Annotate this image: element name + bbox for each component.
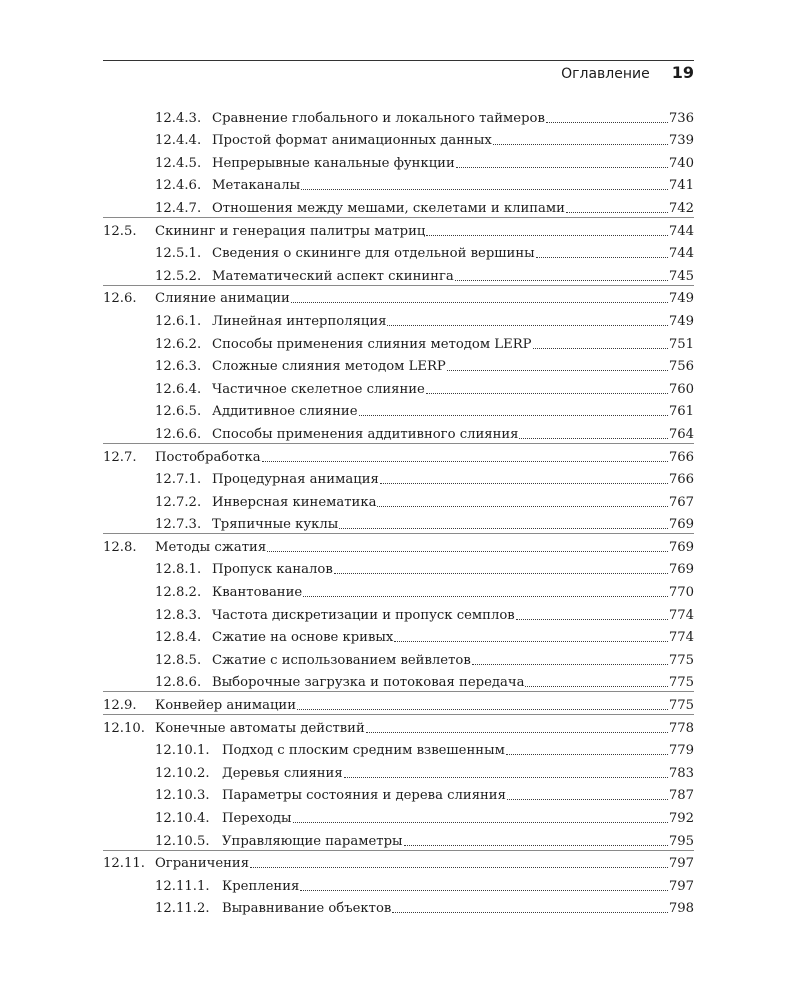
toc-entry-page: 797 bbox=[668, 878, 694, 894]
toc-entry-number: 12.7. bbox=[103, 449, 137, 465]
toc-entry-page: 739 bbox=[668, 133, 694, 149]
toc-entry-title: Подход с плоским средним взвешенным bbox=[222, 743, 505, 759]
toc-entry bbox=[103, 104, 694, 127]
dot-leader bbox=[339, 528, 668, 529]
toc-entry-title: Деревья слияния bbox=[222, 765, 343, 781]
toc-entry-number: 12.7.3. bbox=[155, 517, 202, 533]
toc-entry-number: 12.5.1. bbox=[155, 246, 202, 262]
toc-entry bbox=[103, 398, 694, 421]
toc-entry-title: Выравнивание объектов bbox=[222, 901, 392, 917]
dot-leader bbox=[516, 619, 668, 620]
dot-leader bbox=[303, 596, 668, 597]
dot-leader bbox=[334, 573, 668, 574]
toc-entry bbox=[103, 262, 694, 285]
toc-entry bbox=[103, 895, 694, 918]
toc-entry-number: 12.7.2. bbox=[155, 494, 202, 510]
dot-leader bbox=[546, 122, 668, 123]
toc-entry-title: Тряпичные куклы bbox=[212, 517, 339, 533]
toc-entry-page: 736 bbox=[668, 110, 694, 126]
dot-leader bbox=[344, 777, 668, 778]
toc-entry-title: Отношения между мешами, скелетами и клипами bbox=[212, 200, 565, 216]
toc-entry-title: Метаканалы bbox=[212, 178, 301, 194]
toc-entry-title: Сжатие с использованием вейвлетов bbox=[212, 652, 471, 668]
toc-entry-page: 751 bbox=[668, 336, 694, 352]
toc-entry bbox=[103, 556, 694, 579]
toc-entry-number: 12.8.5. bbox=[155, 652, 202, 668]
toc-entry-page: 764 bbox=[668, 426, 694, 442]
toc-entry-number: 12.6.4. bbox=[155, 381, 202, 397]
dot-leader bbox=[472, 664, 668, 665]
toc-entry bbox=[103, 669, 694, 692]
dot-leader bbox=[301, 189, 668, 190]
toc-entry bbox=[103, 217, 694, 240]
dot-leader bbox=[506, 754, 668, 755]
toc-entry-title: Математический аспект скининга bbox=[212, 268, 454, 284]
toc-entry bbox=[103, 330, 694, 353]
toc-entry-number: 12.8.4. bbox=[155, 630, 202, 646]
toc-entry-page: 766 bbox=[668, 472, 694, 488]
toc-entry-number: 12.9. bbox=[103, 698, 137, 714]
toc-entry-page: 744 bbox=[668, 246, 694, 262]
dot-leader bbox=[533, 348, 668, 349]
dot-leader bbox=[392, 912, 667, 913]
toc-entry-page: 770 bbox=[668, 585, 694, 601]
toc-entry-page: 779 bbox=[668, 743, 694, 759]
dot-leader bbox=[536, 257, 668, 258]
toc-entry-page: 783 bbox=[668, 765, 694, 781]
toc-entry-number: 12.11.1. bbox=[155, 878, 210, 894]
running-header bbox=[103, 63, 694, 82]
dot-leader bbox=[297, 709, 668, 710]
toc-entry-title: Способы применения слияния методом LERP bbox=[212, 336, 532, 352]
toc-entry-number: 12.10.1. bbox=[155, 743, 210, 759]
toc-entry-number: 12.8.6. bbox=[155, 675, 202, 691]
toc-entry-number: 12.4.3. bbox=[155, 110, 202, 126]
toc-entry-title: Простой формат анимационных данных bbox=[212, 133, 492, 149]
toc-entry-title: Переходы bbox=[222, 811, 292, 826]
table-of-contents bbox=[103, 104, 694, 917]
toc-entry bbox=[103, 240, 694, 263]
toc-entry bbox=[103, 420, 694, 443]
dot-leader bbox=[493, 144, 668, 145]
dot-leader bbox=[404, 845, 668, 846]
toc-entry-page: 767 bbox=[668, 494, 694, 510]
toc-entry-number: 12.6.5. bbox=[155, 404, 202, 420]
toc-entry bbox=[103, 759, 694, 782]
toc-entry-number: 12.8.3. bbox=[155, 607, 202, 623]
header-rule bbox=[103, 60, 694, 61]
toc-entry-title: Крепления bbox=[222, 878, 300, 894]
toc-entry-number: 12.4.6. bbox=[155, 178, 202, 194]
toc-entry bbox=[103, 511, 694, 534]
toc-entry-number: 12.4.5. bbox=[155, 155, 202, 171]
toc-entry bbox=[103, 578, 694, 601]
toc-entry bbox=[103, 466, 694, 489]
toc-entry-number: 12.7.1. bbox=[155, 472, 202, 488]
toc-entry-page: 798 bbox=[668, 901, 694, 917]
toc-entry-page: 775 bbox=[668, 698, 694, 714]
toc-entry-page: 769 bbox=[668, 539, 694, 555]
toc-entry bbox=[103, 533, 694, 556]
toc-entry-title: Линейная интерполяция bbox=[212, 313, 387, 329]
toc-entry-page: 797 bbox=[668, 856, 694, 872]
toc-entry-title: Аддитивное слияние bbox=[212, 404, 358, 420]
toc-entry-page: 745 bbox=[668, 268, 694, 284]
dot-leader bbox=[507, 799, 668, 800]
dot-leader bbox=[291, 302, 668, 303]
dot-leader bbox=[394, 641, 668, 642]
toc-entry-number: 12.6. bbox=[103, 291, 137, 307]
toc-entry bbox=[103, 285, 694, 308]
toc-entry-number: 12.10.3. bbox=[155, 788, 210, 804]
toc-entry-page: 741 bbox=[668, 178, 694, 194]
toc-entry-title: Сжатие на основе кривых bbox=[212, 630, 394, 646]
toc-entry bbox=[103, 127, 694, 150]
toc-entry bbox=[103, 601, 694, 624]
toc-entry-page: 744 bbox=[668, 223, 694, 239]
toc-entry bbox=[103, 850, 694, 873]
toc-entry bbox=[103, 307, 694, 330]
toc-entry-number: 12.10.2. bbox=[155, 765, 210, 781]
dot-leader bbox=[456, 167, 668, 168]
toc-entry-number: 12.8. bbox=[103, 539, 137, 555]
dot-leader bbox=[447, 370, 668, 371]
toc-entry-number: 12.6.1. bbox=[155, 313, 202, 329]
toc-entry-title: Постобработка bbox=[155, 449, 261, 465]
toc-entry-title: Конвейер анимации bbox=[155, 698, 297, 714]
dot-leader bbox=[267, 551, 668, 552]
toc-entry-page: 769 bbox=[668, 562, 694, 578]
toc-entry-number: 12.4.7. bbox=[155, 200, 202, 216]
toc-entry bbox=[103, 827, 694, 850]
toc-entry-page: 760 bbox=[668, 381, 694, 397]
dot-leader bbox=[525, 686, 667, 687]
dot-leader bbox=[300, 890, 668, 891]
toc-entry-page: 742 bbox=[668, 200, 694, 216]
toc-entry-title: Непрерывные канальные функции bbox=[212, 155, 455, 171]
dot-leader bbox=[566, 212, 668, 213]
toc-entry bbox=[103, 737, 694, 760]
toc-entry-title: Частичное скелетное слияние bbox=[212, 381, 425, 397]
toc-entry-title: Квантование bbox=[212, 585, 303, 601]
toc-entry bbox=[103, 624, 694, 647]
dot-leader bbox=[250, 867, 668, 868]
toc-entry bbox=[103, 443, 694, 466]
toc-entry-title: Сведения о скининге для отдельной вершины bbox=[212, 246, 535, 262]
toc-entry-title: Сравнение глобального и локального таймеров bbox=[212, 110, 545, 126]
toc-entry-title: Параметры состояния и дерева слияния bbox=[222, 788, 506, 804]
toc-entry-title: Инверсная кинематика bbox=[212, 494, 377, 510]
toc-entry-number: 12.8.1. bbox=[155, 562, 202, 578]
dot-leader bbox=[455, 280, 668, 281]
toc-entry bbox=[103, 872, 694, 895]
toc-entry-page: 778 bbox=[668, 720, 694, 736]
toc-entry bbox=[103, 488, 694, 511]
toc-entry-page: 769 bbox=[668, 517, 694, 533]
dot-leader bbox=[426, 235, 667, 236]
toc-entry-page: 761 bbox=[668, 404, 694, 420]
toc-entry-title: Методы сжатия bbox=[155, 539, 267, 555]
dot-leader bbox=[426, 393, 668, 394]
dot-leader bbox=[262, 461, 668, 462]
toc-entry-number: 12.10.5. bbox=[155, 833, 210, 849]
toc-entry-title: Пропуск каналов bbox=[212, 562, 333, 578]
toc-entry-number: 12.10.4. bbox=[155, 811, 210, 826]
toc-entry bbox=[103, 691, 694, 714]
toc-entry bbox=[103, 149, 694, 172]
toc-entry bbox=[103, 714, 694, 737]
toc-entry-page: 740 bbox=[668, 155, 694, 171]
toc-entry-page: 775 bbox=[668, 652, 694, 668]
dot-leader bbox=[366, 732, 668, 733]
toc-entry-page: 774 bbox=[668, 630, 694, 646]
toc-entry bbox=[103, 172, 694, 195]
toc-entry-page: 756 bbox=[668, 359, 694, 375]
toc-entry-page: 792 bbox=[668, 811, 694, 826]
toc-entry-number: 12.6.3. bbox=[155, 359, 202, 375]
toc-entry bbox=[103, 353, 694, 376]
toc-entry-number: 12.6.2. bbox=[155, 336, 202, 352]
toc-entry-number: 12.4.4. bbox=[155, 133, 202, 149]
toc-entry bbox=[103, 375, 694, 398]
toc-entry bbox=[103, 194, 694, 217]
dot-leader bbox=[293, 822, 668, 823]
toc-entry-page: 775 bbox=[668, 675, 694, 691]
toc-entry-title: Слияние анимации bbox=[155, 291, 290, 307]
toc-entry-title: Ограничения bbox=[155, 856, 250, 872]
toc-entry-page: 787 bbox=[668, 788, 694, 804]
toc-entry-title: Способы применения аддитивного слияния bbox=[212, 426, 519, 442]
toc-entry-number: 12.10. bbox=[103, 720, 145, 736]
toc-entry-number: 12.11. bbox=[103, 856, 145, 872]
toc-entry-number: 12.5.2. bbox=[155, 268, 202, 284]
toc-entry-title: Процедурная анимация bbox=[212, 472, 379, 488]
toc-entry-number: 12.11.2. bbox=[155, 901, 210, 917]
toc-entry-page: 749 bbox=[668, 313, 694, 329]
toc-entry bbox=[103, 782, 694, 805]
dot-leader bbox=[359, 415, 668, 416]
running-header-title: Оглавление bbox=[561, 66, 650, 82]
toc-entry-page: 774 bbox=[668, 607, 694, 623]
toc-entry-number: 12.6.6. bbox=[155, 426, 202, 442]
dot-leader bbox=[387, 325, 667, 326]
dot-leader bbox=[380, 483, 668, 484]
dot-leader bbox=[377, 506, 667, 507]
toc-entry-page: 766 bbox=[668, 449, 694, 465]
page-number: 19 bbox=[671, 63, 694, 82]
toc-entry-page: 749 bbox=[668, 291, 694, 307]
toc-entry bbox=[103, 646, 694, 669]
toc-entry-title: Выборочные загрузка и потоковая передача bbox=[212, 675, 525, 691]
toc-entry-number: 12.8.2. bbox=[155, 585, 202, 601]
toc-entry-title: Частота дискретизации и пропуск семплов bbox=[212, 607, 515, 623]
toc-entry-page: 795 bbox=[668, 833, 694, 849]
dot-leader bbox=[519, 438, 667, 439]
toc-entry bbox=[103, 804, 694, 827]
toc-entry-title: Сложные слияния методом LERP bbox=[212, 359, 446, 375]
toc-entry-title: Управляющие параметры bbox=[222, 833, 403, 849]
toc-entry-title: Скининг и генерация палитры матриц bbox=[155, 223, 426, 239]
toc-entry-number: 12.5. bbox=[103, 223, 137, 239]
toc-entry-title: Конечные автоматы действий bbox=[155, 720, 365, 736]
